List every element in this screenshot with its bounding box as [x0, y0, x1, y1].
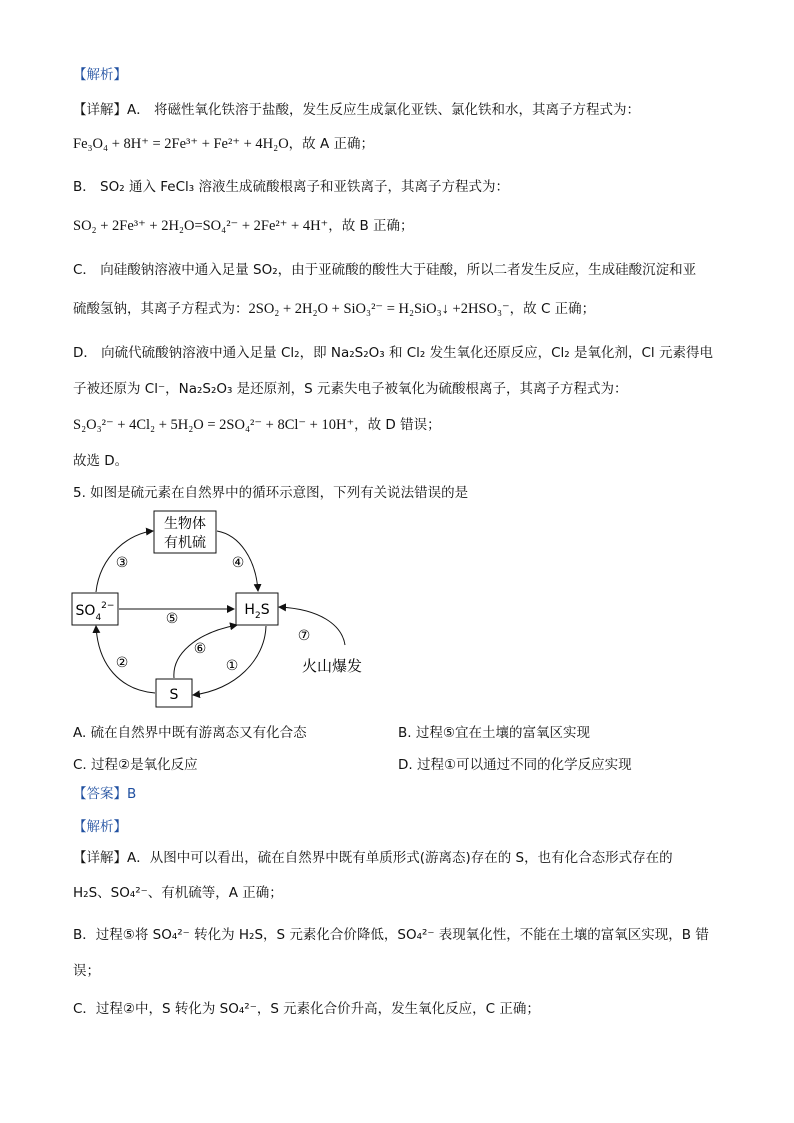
equation-b: SO₂ + 2Fe³⁺ + 2H₂O=SO₄²⁻ + 2Fe²⁺ + 4H⁺ [73, 218, 329, 234]
equation-d: S₂O₃²⁻ + 4Cl₂ + 5H₂O = 2SO₄²⁻ + 8Cl⁻ + 10H⁺ [73, 417, 355, 433]
explanation-c-line: C．过程②中，S 转化为 SO₄²⁻，S 元素化合价升高，发生氧化反应，C 正确； [73, 1001, 540, 1017]
detail-c-line: C． 向硅酸钠溶液中通入足量 SO₂，由于亚硫酸的酸性大于硅酸，所以二者发生反应，生成硅酸沉淀和亚 [73, 262, 697, 278]
equation-b-line [73, 217, 414, 235]
sulfur-cycle-diagram [60, 505, 390, 710]
detail-d-line: D． 向硫代硫酸钠溶液中通入足量 Cl₂，即 Na₂S₂O₃ 和 Cl₂ 发生氧化还原反应，Cl₂ 是氧化剂，Cl 元素得电 [73, 345, 713, 361]
equation-d-line [73, 416, 441, 434]
organism-label-1: 生物体 [164, 516, 206, 532]
equation-d-verdict: ，故 D 错误； [354, 417, 441, 433]
option-a[interactable]: A. 硫在自然界中既有游离态又有化合态 [73, 725, 307, 741]
equation-c-verdict: ，故 C 正确； [509, 301, 596, 317]
step-6-label: ⑥ [193, 641, 207, 657]
conclusion: 故选 D。 [73, 453, 129, 469]
step-1-label: ① [225, 658, 239, 674]
sulfur-label: S [169, 687, 179, 703]
h2s-label: $H_2S$ [244, 602, 270, 621]
explanation-a-line: 【详解】A．从图中可以看出，硫在自然界中既有单质形式(游离态)存在的 S，也有化合态形式存在的 [73, 850, 673, 866]
step-7-label: ⑦ [297, 628, 311, 644]
equation-c: 2SO₂ + 2H₂O + SiO₃²⁻ = H₂SiO₃↓ +2HSO₃⁻ [248, 301, 510, 317]
explanation-a-line-2: H₂S、SO₄²⁻、有机硫等，A 正确； [73, 885, 283, 901]
equation-a-verdict: ，故 A 正确； [288, 136, 374, 152]
option-c[interactable]: C. 过程②是氧化反应 [73, 757, 198, 773]
detail-a-line: 【详解】A． 将磁性氧化铁溶于盐酸，发生反应生成氯化亚铁、氯化铁和水，其离子方程式为： [73, 102, 641, 118]
detail-b-line: B． SO₂ 通入 FeCl₃ 溶液生成硫酸根离子和亚铁离子，其离子方程式为： [73, 179, 509, 195]
equation-a-line [73, 135, 374, 153]
detail-c-continued: 硫酸氢钠，其离子方程式为： [73, 301, 249, 317]
step-3-label: ③ [115, 555, 129, 571]
analysis-heading-2: 【解析】 [73, 819, 127, 835]
arrow-7 [279, 607, 345, 645]
explanation-b-line: B．过程⑤将 SO₄²⁻ 转化为 H₂S，S 元素化合价降低，SO₄²⁻ 表现氧化性，不能在土壤的富氧区实现，B 错 [73, 927, 709, 943]
answer-label: 【答案】B [73, 786, 137, 802]
option-d[interactable]: D. 过程①可以通过不同的化学反应实现 [398, 757, 632, 773]
equation-a: Fe₃O₄ + 8H⁺ = 2Fe³⁺ + Fe²⁺ + 4H₂O [73, 136, 289, 152]
organism-label-2: 有机硫 [164, 535, 206, 551]
step-5-label: ⑤ [165, 611, 179, 627]
analysis-heading: 【解析】 [73, 67, 127, 83]
option-b[interactable]: B. 过程⑤宜在土壤的富氧区实现 [398, 725, 590, 741]
step-4-label: ④ [231, 555, 245, 571]
equation-c-line [73, 300, 595, 318]
question-5: 5. 如图是硫元素在自然界中的循环示意图，下列有关说法错误的是 [73, 485, 469, 501]
explanation-b-line-2: 误； [73, 963, 100, 979]
equation-b-verdict: ，故 B 正确； [328, 218, 414, 234]
step-2-label: ② [115, 655, 129, 671]
detail-d-line-2: 子被还原为 Cl⁻，Na₂S₂O₃ 是还原剂，S 元素失电子被氧化为硫酸根离子，其离子方程式为： [73, 381, 628, 397]
sulfate-label: $SO_4^{2-}$ [75, 601, 115, 623]
volcano-label: 火山爆发 [301, 657, 363, 675]
